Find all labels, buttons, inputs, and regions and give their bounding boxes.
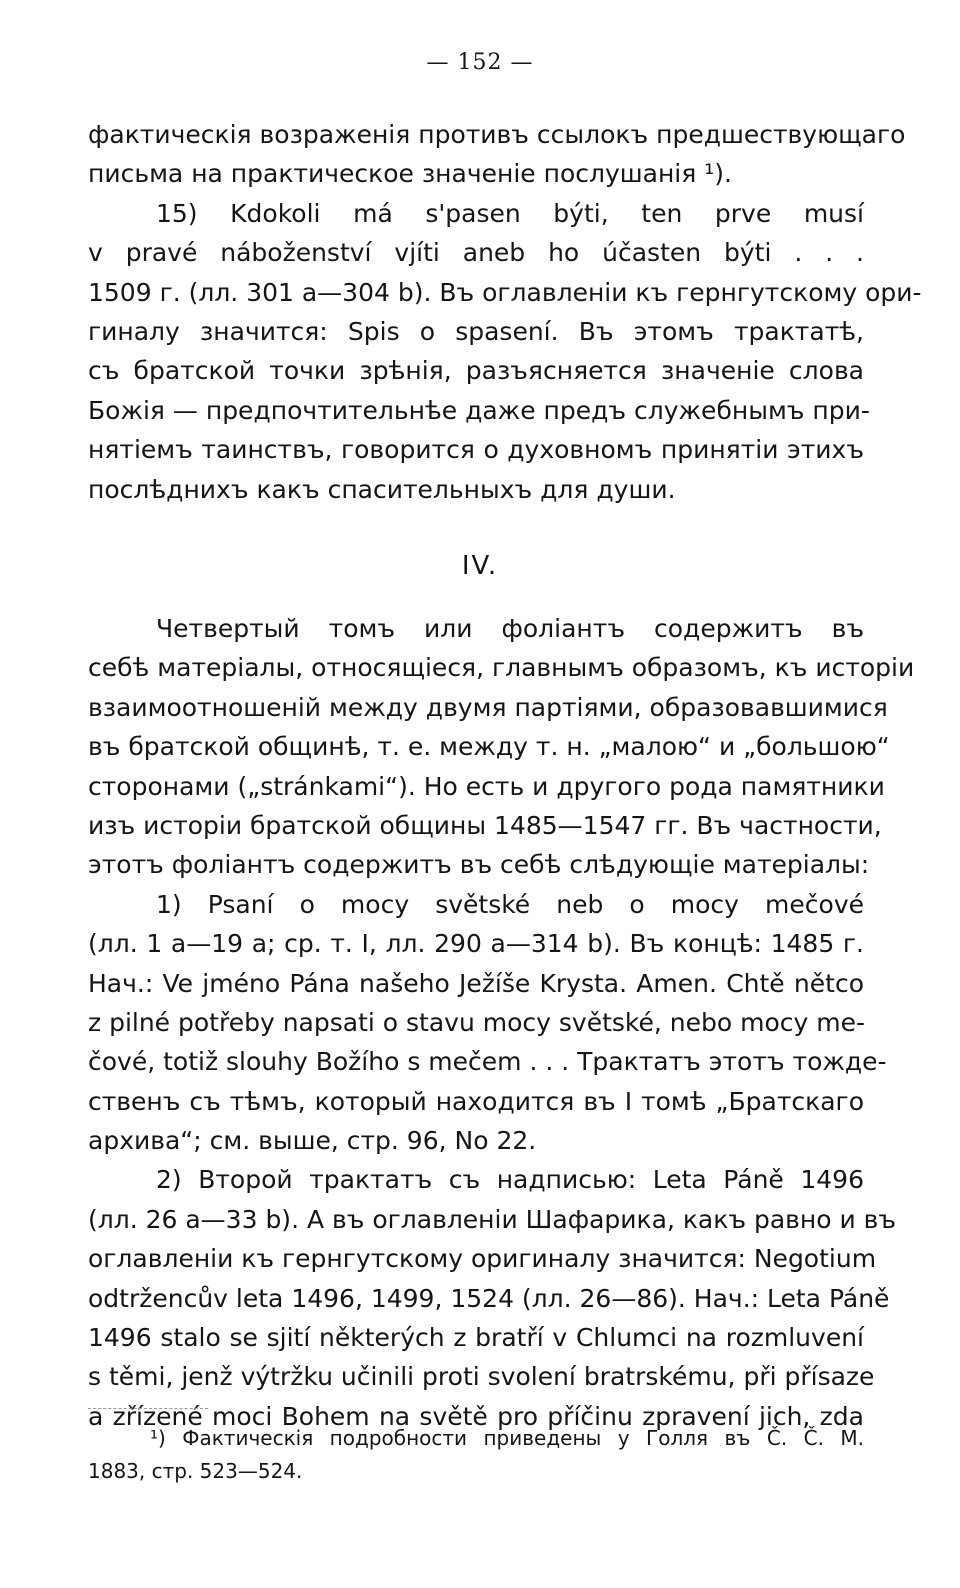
text-line: (лл. 26 a—33 b). А въ оглавленіи Шафарика, какъ равно и въ [88,1204,897,1234]
text-line: 2) Второй трактатъ съ надписью: Leta Páně 1496 [156,1165,864,1195]
text-line: сторонами („stránkami“). Но есть и другого рода памятники [88,771,885,801]
text-line: взаимоотношеній между двумя партіями, образовавшимися [88,692,888,722]
text-line: письма на практическое значеніе послушанія ¹). [88,159,732,189]
text-line: гиналу значится: Spis o spasení. Въ этомъ трактатѣ, [88,316,864,346]
text-line: архива“; см. выше, стр. 96, No 22. [88,1126,537,1156]
text-line: 15) Kdokoli má s'pasen býti, ten prve musí [156,198,864,228]
text-line: въ братской общинѣ, т. е. между т. н. „малою“ и „большою“ [88,732,890,762]
text-line: 1) Psaní o mocy světské neb o mocy mečové [156,889,864,919]
footnote-line: ¹) Фактическія подробности приведены у Голля въ Č. Č. M. [150,1426,864,1450]
page-number: — 152 — [426,50,534,75]
text-line: (лл. 1 a—19 a; ср. т. I, лл. 290 a—314 b). Въ концѣ: 1485 г. [88,929,864,959]
text-line: 1509 г. (лл. 301 a—304 b). Въ оглавленіи къ гернгутскому ори- [88,277,922,307]
text-line: a zřízené moci Bohem na světě pro příčinu zpravení jich, zda [88,1401,864,1431]
text-line: себѣ матеріалы, относящіеся, главнымъ образомъ, къ исторіи [88,653,915,683]
text-line: этотъ фоліантъ содержитъ въ себѣ слѣдующіе матеріалы: [88,850,870,880]
text-line: odtržencův leta 1496, 1499, 1524 (лл. 26—86). Нач.: Leta Páně [88,1283,890,1313]
text-line: изъ исторіи братской общины 1485—1547 гг. Въ частности, [88,810,882,840]
footnote-divider [88,1408,208,1409]
text-line: v pravé náboženství vjíti aneb ho účasten býti . . . [88,238,864,268]
text-line: s těmi, jenž výtržku učinili proti svolení bratrskému, při přísaze [88,1362,875,1392]
paragraph-1 [88,115,922,509]
text-line: čové, totiž slouhy Božího s mečem . . . Трактатъ этотъ тожде- [88,1047,887,1077]
text-line: Четвертый томъ или фоліантъ содержитъ въ [156,614,864,643]
text-line: нятіемъ таинствъ, говорится о духовномъ принятіи этихъ [88,435,864,465]
text-line: z pilné potřeby napsati o stavu mocy světské, nebo mocy me- [88,1007,865,1037]
text-line: послѣднихъ какъ спасительныхъ для души. [88,474,676,504]
footnote [88,1422,864,1488]
text-line: 1496 stalo se sjití některých z bratří v Chlumci na rozmluvení [88,1323,864,1353]
footnote-line: 1883, стр. 523—524. [88,1459,303,1483]
text-line: ственъ съ тѣмъ, который находится въ I томѣ „Братскаго [88,1086,864,1116]
text-line: оглавленіи къ гернгутскому оригиналу значится: Negotium [88,1244,877,1274]
paragraph-2 [88,609,915,1436]
text-line: фактическія возраженія противъ ссылокъ предшествующаго [88,120,906,149]
section-heading: IV. [461,551,499,581]
text-line: съ братской точки зрѣнія, разъясняется значеніе слова [88,356,864,386]
text-line: Божія — предпочтительнѣе даже предъ служебнымъ при- [88,395,870,425]
text-line: Нач.: Ve jméno Pána našeho Ježíše Krysta. Amen. Chtě nětco [88,968,864,998]
